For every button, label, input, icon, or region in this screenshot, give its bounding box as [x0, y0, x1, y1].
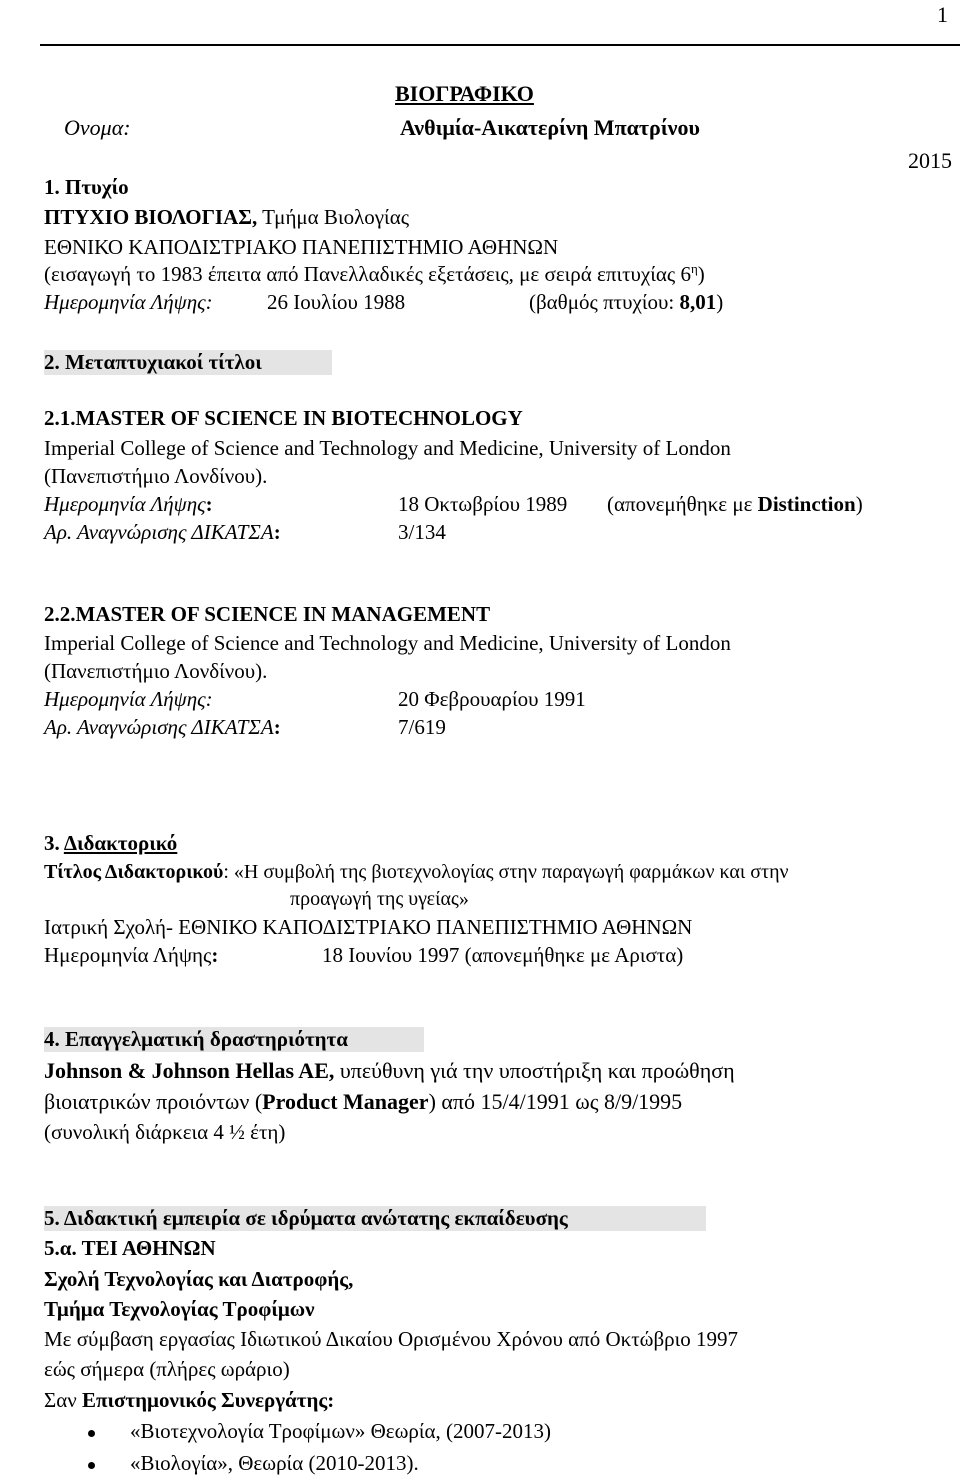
- contract: Με σύμβαση εργασίας Ιδιωτικού Δικαίου Ορισμένου Χρόνου από Οκτώβριο 1997: [44, 1327, 739, 1351]
- thesis-value: : «Η συμβολή της βιοτεχνολογίας στην παραγωγή φαρμάκων και στην: [223, 861, 789, 883]
- admission-note: [44, 262, 705, 287]
- date-value: 18 Οκτωβρίου 1989: [398, 492, 568, 516]
- name-value: Ανθιμία-Αικατερίνη Μπατρίνου: [400, 115, 700, 140]
- bullet-icon: [88, 1430, 95, 1437]
- admission-close: ): [697, 262, 705, 286]
- date-colon: :: [205, 492, 213, 516]
- department: Τμήμα Βιολογίας: [257, 205, 410, 229]
- section-heading: 4. Επαγγελματική δραστηριότητα: [44, 1027, 424, 1052]
- degree-line: [44, 205, 409, 230]
- university: ΕΘΝΙΚΟ ΚΑΠΟΔΙΣΤΡΙΑΚΟ ΠΑΝΕΠΙΣΤΗΜΙΟ ΑΘΗΝΩΝ: [44, 235, 559, 259]
- section-heading: [44, 831, 177, 856]
- position-title: Product Manager: [262, 1089, 429, 1114]
- institution-note: (Πανεπιστήμιο Λονδίνου).: [44, 659, 268, 683]
- date-value: 26 Ιουλίου 1988: [267, 290, 406, 314]
- section-title: Διδακτορικό: [63, 831, 178, 855]
- date-label: [44, 492, 213, 517]
- duration: (συνολική διάρκεια 4 ½ έτη): [44, 1120, 286, 1144]
- school: Σχολή Τεχνολογίας και Διατροφής,: [44, 1267, 354, 1291]
- degree-name: ΠΤΥΧΙΟ ΒΙΟΛΟΓΙΑΣ,: [44, 205, 258, 229]
- school: [44, 915, 692, 940]
- grade: [529, 290, 723, 315]
- section-heading: 5. Διδακτική εμπειρία σε ιδρύματα ανώτατης εκπαίδευσης: [44, 1206, 706, 1231]
- section-number: 3.: [44, 831, 64, 855]
- role-title: Επιστημονικός Συνεργάτης:: [81, 1388, 335, 1412]
- name-label: Ονομα:: [64, 115, 131, 140]
- page-number: 1: [937, 2, 948, 27]
- role-prefix: Σαν: [44, 1388, 82, 1412]
- position-line: [44, 1089, 682, 1115]
- document-title: ΒΙΟΓΡΑΦΙΚΟ: [395, 81, 534, 106]
- recognition-value: 3/134: [398, 520, 446, 544]
- date-value: 18 Ιουνίου 1997 (απονεμήθηκε με Αριστα): [322, 943, 684, 967]
- date-label: Ημερομηνία Λήψης:: [44, 290, 213, 314]
- company-line: [44, 1058, 735, 1084]
- header-rule: [40, 44, 960, 46]
- list-item: «Βιολογία», Θεωρία (2010-2013).: [130, 1451, 419, 1475]
- award: [607, 492, 863, 517]
- position-period: ) από 15/4/1991 ως 8/9/1995: [428, 1089, 683, 1114]
- thesis-title: [44, 861, 789, 884]
- grade-label: (βαθμός πτυχίου:: [529, 290, 680, 314]
- date-label-text: Ημερομηνία Λήψης: [44, 943, 212, 967]
- thesis-title-cont: προαγωγή της υγείας»: [290, 888, 469, 910]
- role: [44, 1388, 334, 1413]
- bullet-icon: [88, 1462, 95, 1469]
- institution: Imperial College of Science and Technology and Medicine, University of London: [44, 631, 731, 655]
- recognition-text: Αρ. Αναγνώρισης ΔΙΚΑΤΣΑ: [44, 520, 274, 544]
- school-name: Ιατρική Σχολή: [44, 915, 166, 939]
- list-item: «Βιοτεχνολογία Τροφίμων» Θεωρία, (2007-2013): [130, 1419, 552, 1443]
- department: Τμήμα Τεχνολογίας Τροφίμων: [44, 1297, 315, 1321]
- award-close: ): [855, 492, 863, 516]
- company-name: Johnson & Johnson Hellas AE,: [44, 1058, 335, 1083]
- section-heading: 2. Μεταπτυχιακοί τίτλοι: [44, 350, 332, 375]
- recognition-colon: :: [273, 715, 281, 739]
- date-label: Ημερομηνία Λήψης:: [44, 687, 213, 711]
- recognition-text: Αρ. Αναγνώρισης ΔΙΚΑΤΣΑ: [44, 715, 274, 739]
- date-colon: :: [211, 943, 219, 967]
- date-value: 20 Φεβρουαρίου 1991: [398, 687, 586, 711]
- grade-close: ): [716, 290, 724, 314]
- contract-cont: εώς σήμερα (πλήρες ωράριο): [44, 1357, 290, 1381]
- institution-note: (Πανεπιστήμιο Λονδίνου).: [44, 464, 268, 488]
- ordinal-sup: η: [690, 261, 698, 276]
- master-title: 2.2.MASTER OF SCIENCE IN MANAGEMENT: [44, 602, 491, 626]
- recognition-label: [44, 520, 281, 545]
- date-label: [44, 943, 218, 968]
- recognition-value: 7/619: [398, 715, 446, 739]
- school-university: - ΕΘΝΙΚΟ ΚΑΠΟΔΙΣΤΡΙΑΚΟ ΠΑΝΕΠΙΣΤΗΜΙΟ ΑΘΗΝΩΝ: [165, 915, 693, 939]
- recognition-label: [44, 715, 281, 740]
- institution: 5.α. ΤΕΙ ΑΘΗΝΩΝ: [44, 1236, 216, 1260]
- institution: Imperial College of Science and Technology and Medicine, University of London: [44, 436, 731, 460]
- year: 2015: [908, 148, 952, 173]
- section-heading: 1. Πτυχίο: [44, 175, 129, 199]
- position-text: βιοιατρικών προιόντων (: [44, 1089, 263, 1114]
- grade-value: 8,01: [679, 290, 717, 314]
- company-role: υπεύθυνη γιά την υποστήριξη και προώθηση: [334, 1058, 735, 1083]
- recognition-colon: :: [273, 520, 281, 544]
- master-title: 2.1.MASTER OF SCIENCE IN BIOTECHNOLOGY: [44, 406, 523, 430]
- admission-text: (εισαγωγή το 1983 έπειτα από Πανελλαδικές εξετάσεις, με σειρά επιτυχίας 6: [44, 262, 691, 286]
- award-value: Distinction: [757, 492, 856, 516]
- date-label-text: Ημερομηνία Λήψης: [44, 492, 206, 516]
- award-text: (απονεμήθηκε με: [607, 492, 758, 516]
- thesis-label: Τίτλος Διδακτορικού: [44, 861, 224, 883]
